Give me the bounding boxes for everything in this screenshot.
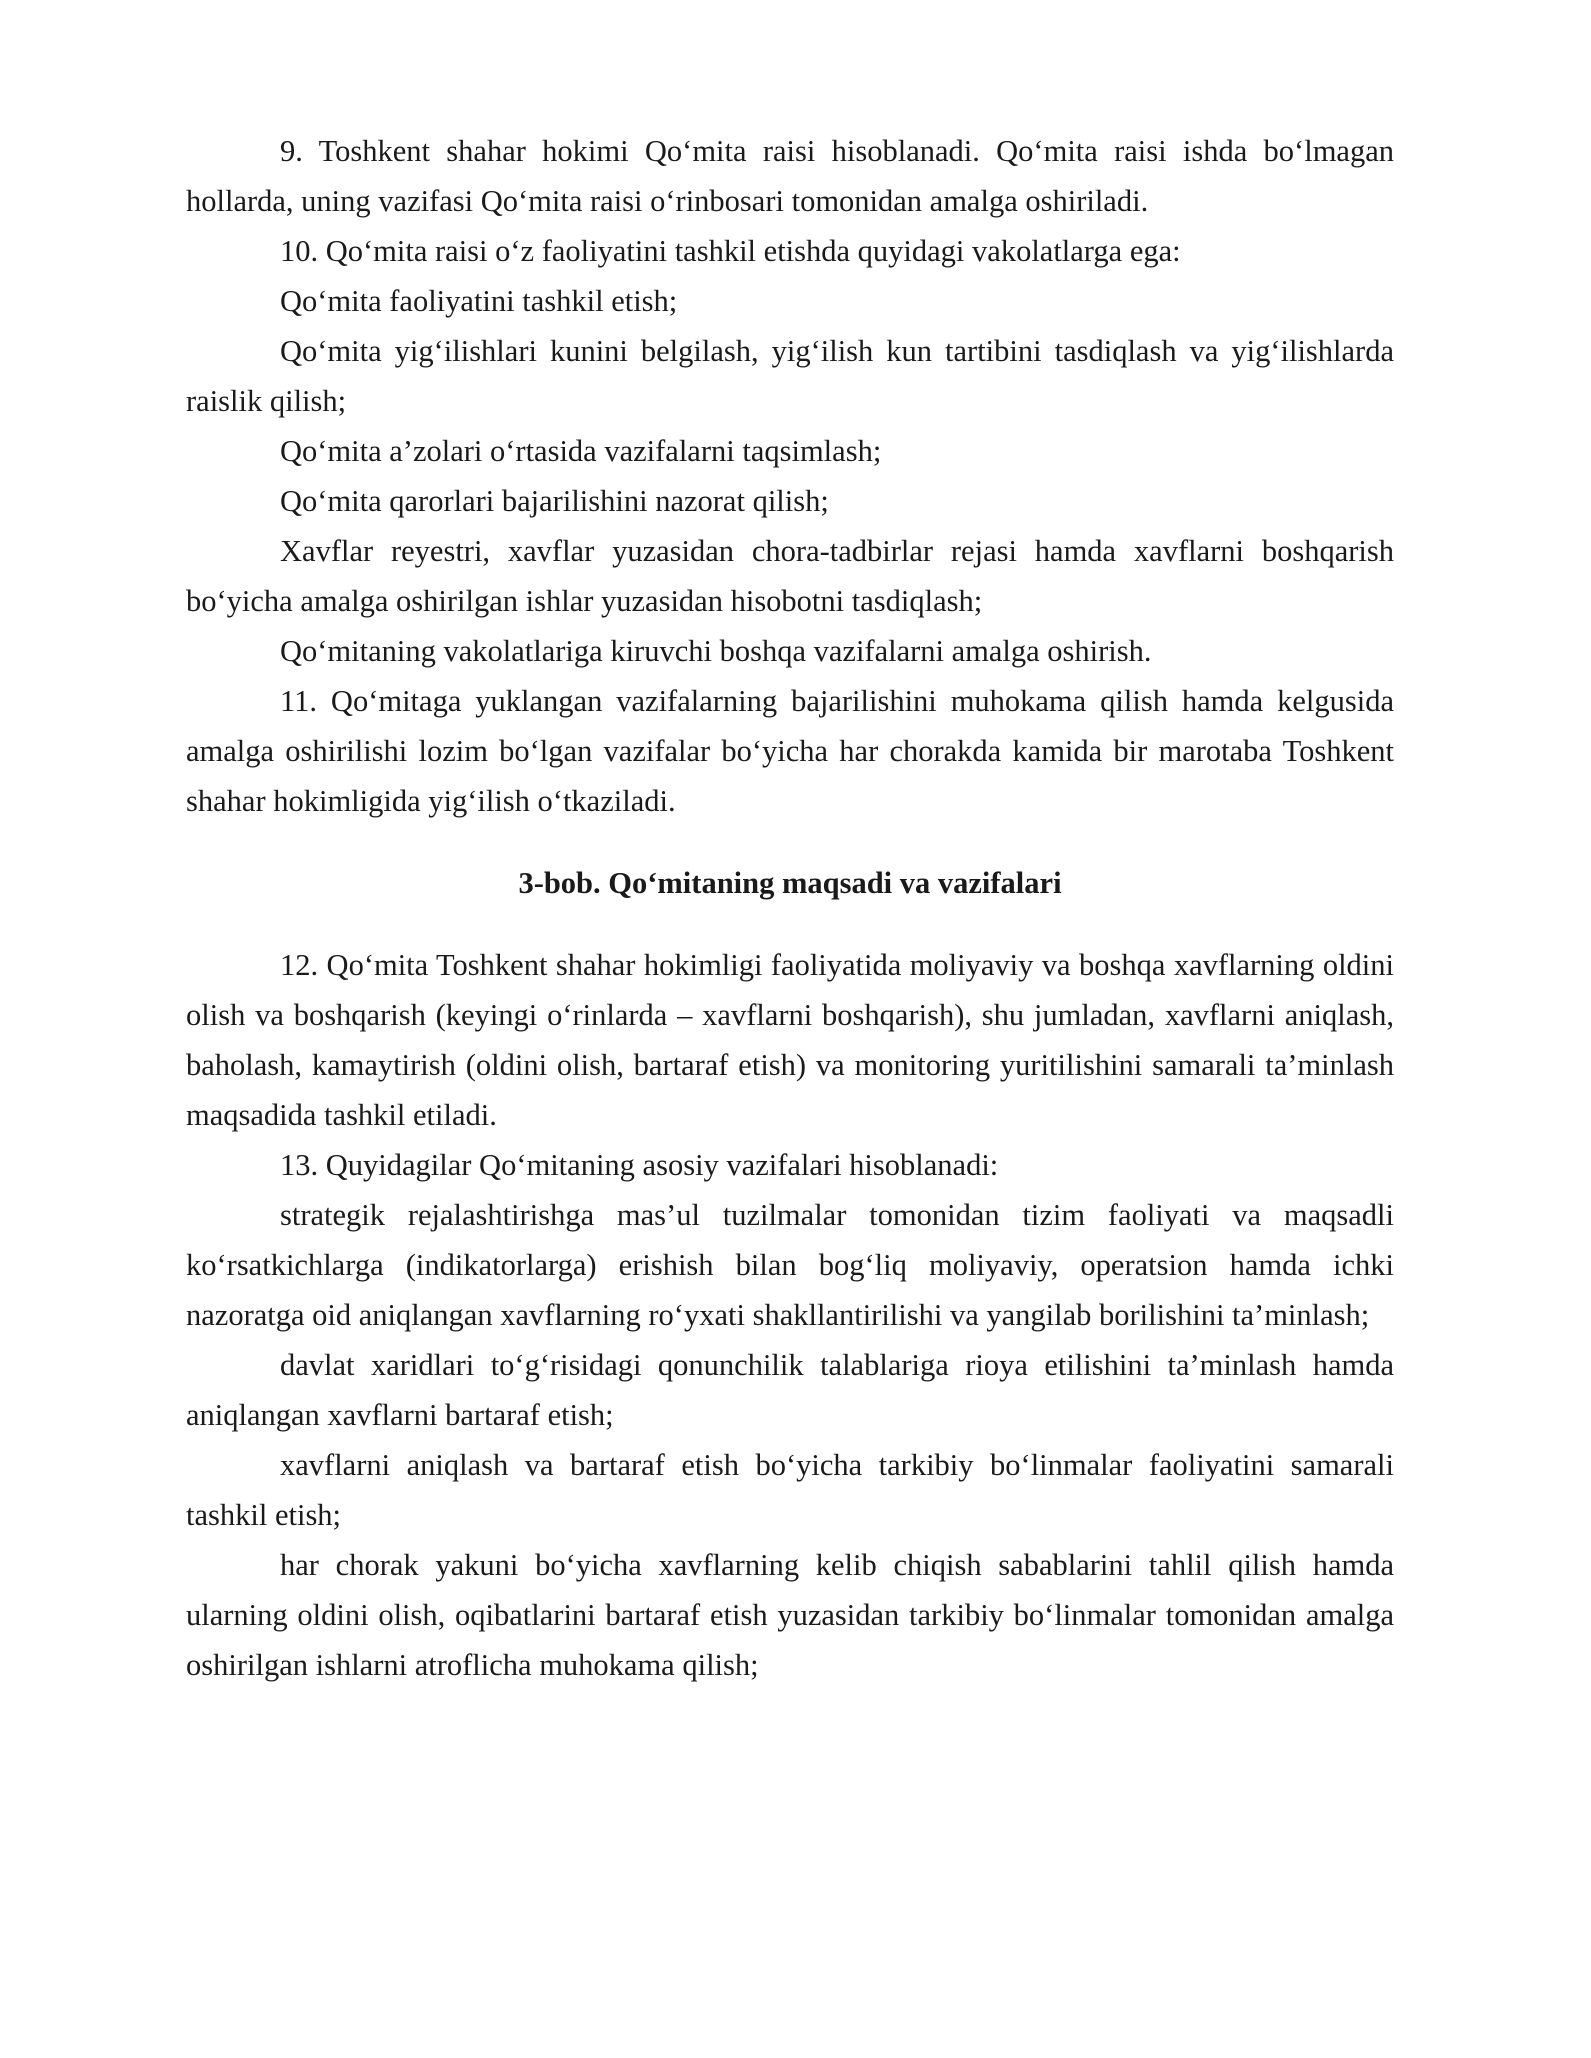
paragraph-10: 10. Qo‘mita raisi o‘z faoliyatini tashkil etishda quyidagi vakolatlarga ega: [280, 234, 1181, 268]
paragraph-13: 13. Quyidagilar Qo‘mitaning asosiy vazifalari hisoblanadi: [280, 1148, 999, 1182]
list-item: davlat xaridlari to‘g‘risidagi qonunchilik talablariga rioya etilishini ta’minlash hamda aniqlangan xavflarni bartaraf etish; [186, 1348, 1394, 1432]
list-item: strategik rejalashtirishga mas’ul tuzilmalar tomonidan tizim faoliyati va maqsadli ko‘rsatkichlarga (indikatorlarga) erishish bilan bog‘liq moliyaviy, operatsion hamda ichki nazoratga oid aniqlangan xavflarning ro‘yxati shakllantirilishi va yangilab borilishini ta’minlash; [186, 1198, 1394, 1332]
list-item: Qo‘mita yig‘ilishlari kunini belgilash, yig‘ilish kun tartibini tasdiqlash va yig‘ilishlarda raislik qilish; [186, 334, 1394, 418]
list-item: xavflarni aniqlash va bartaraf etish bo‘yicha tarkibiy bo‘linmalar faoliyatini samarali tashkil etish; [186, 1448, 1394, 1532]
chapter-heading: 3-bob. Qo‘mitaning maqsadi va vazifalari [518, 866, 1062, 900]
document-body [186, 126, 1394, 1690]
paragraph-11: 11. Qo‘mitaga yuklangan vazifalarning bajarilishini muhokama qilish hamda kelgusida amalga oshirilishi lozim bo‘lgan vazifalar bo‘yicha har chorakda kamida bir marotaba Toshkent shahar hokimligida yig‘ilish o‘tkaziladi. [186, 684, 1394, 818]
list-item: Qo‘mita faoliyatini tashkil etish; [280, 284, 678, 318]
paragraph-9: 9. Toshkent shahar hokimi Qo‘mita raisi hisoblanadi. Qo‘mita raisi ishda bo‘lmagan hollarda, uning vazifasi Qo‘mita raisi o‘rinbosari tomonidan amalga oshiriladi. [186, 134, 1394, 218]
paragraph-12: 12. Qo‘mita Toshkent shahar hokimligi faoliyatida moliyaviy va boshqa xavflarning oldini olish va boshqarish (keyingi o‘rinlarda – xavflarni boshqarish), shu jumladan, xavflarni aniqlash, baholash, kamaytirish (oldini olish, bartaraf etish) va monitoring yuritilishini samarali ta’minlash maqsadida tashkil etiladi. [186, 948, 1394, 1132]
list-item: Xavflar reyestri, xavflar yuzasidan chora-tadbirlar rejasi hamda xavflarni boshqarish bo‘yicha amalga oshirilgan ishlar yuzasidan hisobotni tasdiqlash; [186, 534, 1394, 618]
spacer [186, 908, 1394, 940]
list-item: har chorak yakuni bo‘yicha xavflarning kelib chiqish sabablarini tahlil qilish hamda ularning oldini olish, oqibatlarini bartaraf etish yuzasidan tarkibiy bo‘linmalar tomonidan amalga oshirilgan ishlarni atroflicha muhokama qilish; [186, 1548, 1394, 1682]
list-item: Qo‘mita qarorlari bajarilishini nazorat qilish; [280, 484, 829, 518]
list-item: Qo‘mitaning vakolatlariga kiruvchi boshqa vazifalarni amalga oshirish. [280, 634, 1152, 668]
spacer [186, 826, 1394, 858]
list-item: Qo‘mita a’zolari o‘rtasida vazifalarni taqsimlash; [280, 434, 882, 468]
